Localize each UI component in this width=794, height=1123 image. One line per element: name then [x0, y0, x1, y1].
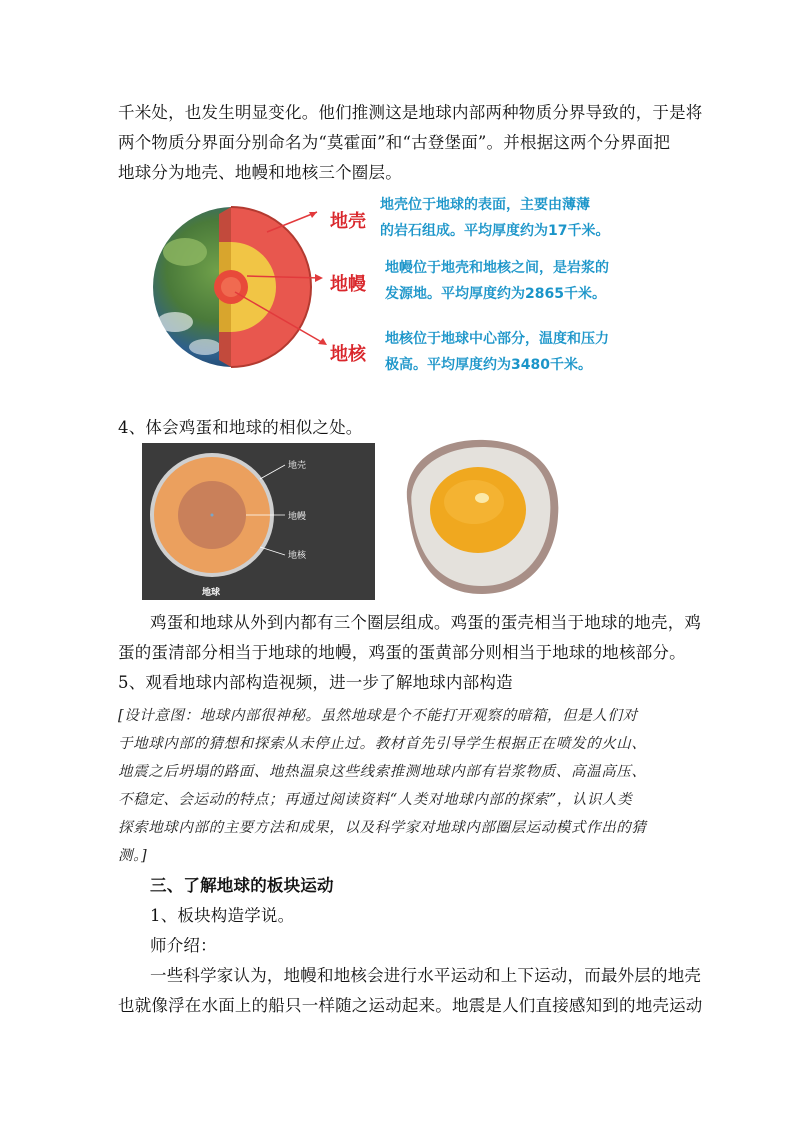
paragraph-line: 蛋的蛋清部分相当于地球的地幔，鸡蛋的蛋黄部分则相当于地球的地核部分。	[118, 643, 686, 662]
teacher-intro: 师介绍：	[150, 936, 217, 955]
section-heading: 4、体会鸡蛋和地球的相似之处。	[118, 418, 363, 437]
paragraph-line: 也就像浮在水面上的船只一样随之运动起来。地震是人们直接感知到的地壳运动	[118, 996, 703, 1015]
section-heading: 5、观看地球内部构造视频，进一步了解地球内部构造	[118, 673, 513, 692]
design-intent-line: 测。]	[118, 848, 148, 864]
egg-figure	[390, 436, 570, 596]
core-description	[385, 326, 609, 378]
paragraph-line: 千米处，也发生明显变化。他们推测这是地球内部两种物质分界导致的，于是将	[118, 103, 703, 122]
paragraph-line: 一些科学家认为，地幔和地核会进行水平运动和上下运动，而最外层的地壳	[150, 966, 702, 985]
crust-description	[380, 192, 609, 244]
model-core-label: 地核	[288, 551, 307, 561]
paragraph-line: 鸡蛋和地球从外到内都有三个圈层组成。鸡蛋的蛋壳相当于地球的地壳，鸡	[150, 613, 702, 632]
core-label: 地核	[330, 344, 366, 365]
section-heading: 三、了解地球的板块运动	[150, 876, 334, 895]
mantle-label: 地幔	[330, 274, 366, 295]
model-mantle-label: 地幔	[288, 512, 307, 522]
design-intent-line: 探索地球内部的主要方法和成果，以及科学家对地球内部圈层运动模式作出的猜	[118, 820, 647, 836]
design-intent-line: 于地球内部的猜想和探索从未停止过。教材首先引导学生根据正在喷发的火山、	[118, 736, 647, 752]
egg-cross-section-image	[390, 436, 570, 596]
earth-layer-model-figure	[142, 443, 375, 600]
model-caption: 地球	[202, 588, 221, 598]
model-crust-label: 地壳	[288, 461, 307, 471]
list-item: 1、板块构造学说。	[150, 906, 295, 925]
design-intent-line: 不稳定、会运动的特点；再通过阅读资料“人类对地球内部的探索”，认识人类	[118, 792, 633, 808]
crust-label: 地壳	[330, 211, 366, 232]
paragraph-line: 地球分为地壳、地幔和地核三个圈层。	[118, 163, 402, 182]
mantle-description	[385, 255, 609, 307]
mantle-desc-line: 发源地。平均厚度约为2865千米。	[385, 286, 606, 302]
design-intent-line: [设计意图：地球内部很神秘。虽然地球是个不能打开观察的暗箱，但是人们对	[118, 708, 638, 724]
mantle-desc-line: 地幔位于地壳和地核之间，是岩浆的	[385, 260, 609, 276]
crust-desc-line: 地壳位于地球的表面，主要由薄薄	[380, 197, 590, 213]
core-desc-line: 地核位于地球中心部分，温度和压力	[385, 331, 609, 347]
earth-layer-model	[142, 443, 375, 600]
design-intent-line: 地震之后坍塌的路面、地热温泉这些线索推测地球内部有岩浆物质、高温高压、	[118, 764, 647, 780]
core-desc-line: 极高。平均厚度约为3480千米。	[385, 357, 592, 373]
paragraph-line: 两个物质分界面分别命名为“莫霍面”和“古登堡面”。并根据这两个分界面把	[118, 133, 671, 152]
crust-desc-line: 的岩石组成。平均厚度约为17千米。	[380, 223, 610, 239]
